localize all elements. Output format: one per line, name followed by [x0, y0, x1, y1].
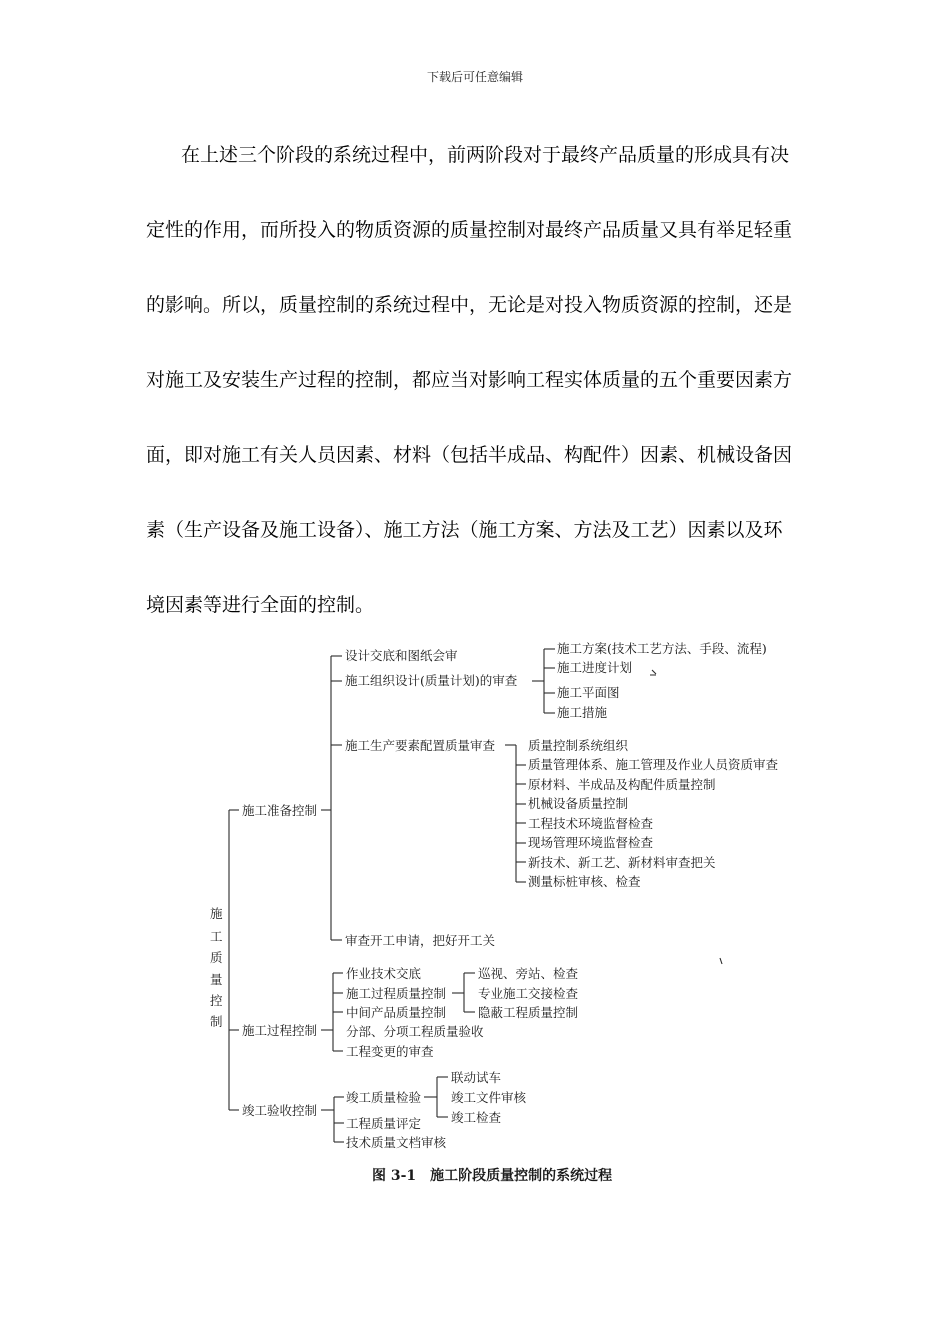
org-child-3: 施工平面图	[557, 685, 620, 700]
qc-child-2: 专业施工交接检查	[478, 986, 579, 1001]
paragraph-line-4: 对施工及安装生产过程的控制，都应当对影响工程实体质量的五个重要因素方	[146, 369, 793, 391]
stage-completion-label: 竣工验收控制	[242, 1103, 318, 1118]
factor-child-8: 测量标桩审核、检查	[528, 874, 641, 889]
process-item-5: 工程变更的审查	[346, 1044, 434, 1059]
stage-prep-label: 施工准备控制	[242, 803, 318, 818]
paragraph-line-2: 定性的作用，而所投入的物质资源的质量控制对最终产品质量又具有举足轻重	[146, 219, 793, 241]
check-child-2: 竣工文件审核	[451, 1090, 527, 1105]
org-child-1: 施工方案(技术工艺方法、手段、流程)	[557, 641, 767, 656]
completion-item-2: 工程质量评定	[346, 1116, 422, 1131]
factor-child-3: 原材料、半成品及构配件质量控制	[528, 777, 716, 792]
org-child-2: 施工进度计划	[557, 660, 633, 675]
qc-child-3: 隐蔽工程质量控制	[478, 1005, 579, 1020]
root-char-4: 量	[210, 972, 223, 987]
process-item-4: 分部、分项工程质量验收	[346, 1024, 484, 1039]
paragraph-line-5: 面，即对施工有关人员因素、材料（包括半成品、构配件）因素、机械设备因	[146, 444, 793, 466]
prep-item-1: 设计交底和图纸会审	[345, 648, 458, 663]
process-item-2: 施工过程质量控制	[346, 986, 447, 1001]
prep-item-3: 施工生产要素配置质量审查	[345, 738, 496, 753]
completion-item-1: 竣工质量检验	[346, 1090, 422, 1105]
qc-child-1: 巡视、旁站、检查	[478, 966, 579, 981]
process-item-1: 作业技术交底	[346, 966, 422, 981]
paragraph-line-6: 素（生产设备及施工设备）、施工方法（施工方案、方法及工艺）因素以及环	[146, 519, 783, 541]
figure-caption: 图 3-1 施工阶段质量控制的系统过程	[372, 1168, 613, 1184]
paragraph-line-3: 的影响。所以，质量控制的系统过程中，无论是对投入物质资源的控制，还是	[146, 294, 793, 316]
root-char-5: 控	[210, 993, 223, 1008]
factor-child-7: 新技术、新工艺、新材料审查把关	[528, 855, 716, 870]
factor-child-1: 质量控制系统组织	[528, 738, 629, 753]
factor-child-4: 机械设备质量控制	[528, 796, 629, 811]
root-char-3: 质	[210, 950, 223, 965]
page-header: 下载后可任意编辑	[426, 70, 523, 84]
check-child-1: 联动试车	[451, 1070, 502, 1085]
process-item-3: 中间产品质量控制	[346, 1005, 447, 1020]
root-char-1: 施	[210, 906, 223, 921]
prep-item-4: 审查开工申请，把好开工关	[345, 933, 496, 948]
paragraph-line-7: 境因素等进行全面的控制。	[146, 594, 375, 616]
factor-child-5: 工程技术环境监督检查	[528, 816, 654, 831]
root-char-6: 制	[210, 1014, 223, 1029]
factor-child-6: 现场管理环境监督检查	[528, 835, 654, 850]
scan-speck-1	[650, 670, 656, 675]
prep-item-2: 施工组织设计(质量计划)的审查	[345, 673, 518, 688]
completion-item-3: 技术质量文档审核	[346, 1135, 447, 1150]
check-child-3: 竣工检查	[451, 1110, 502, 1125]
org-child-4: 施工措施	[557, 705, 608, 720]
stage-process-label: 施工过程控制	[242, 1023, 318, 1038]
factor-child-2: 质量管理体系、施工管理及作业人员资质审查	[528, 757, 779, 772]
root-char-2: 工	[210, 929, 223, 944]
paragraph-line-1: 在上述三个阶段的系统过程中，前两阶段对于最终产品质量的形成具有决	[181, 144, 790, 166]
scan-speck-2	[720, 958, 722, 964]
